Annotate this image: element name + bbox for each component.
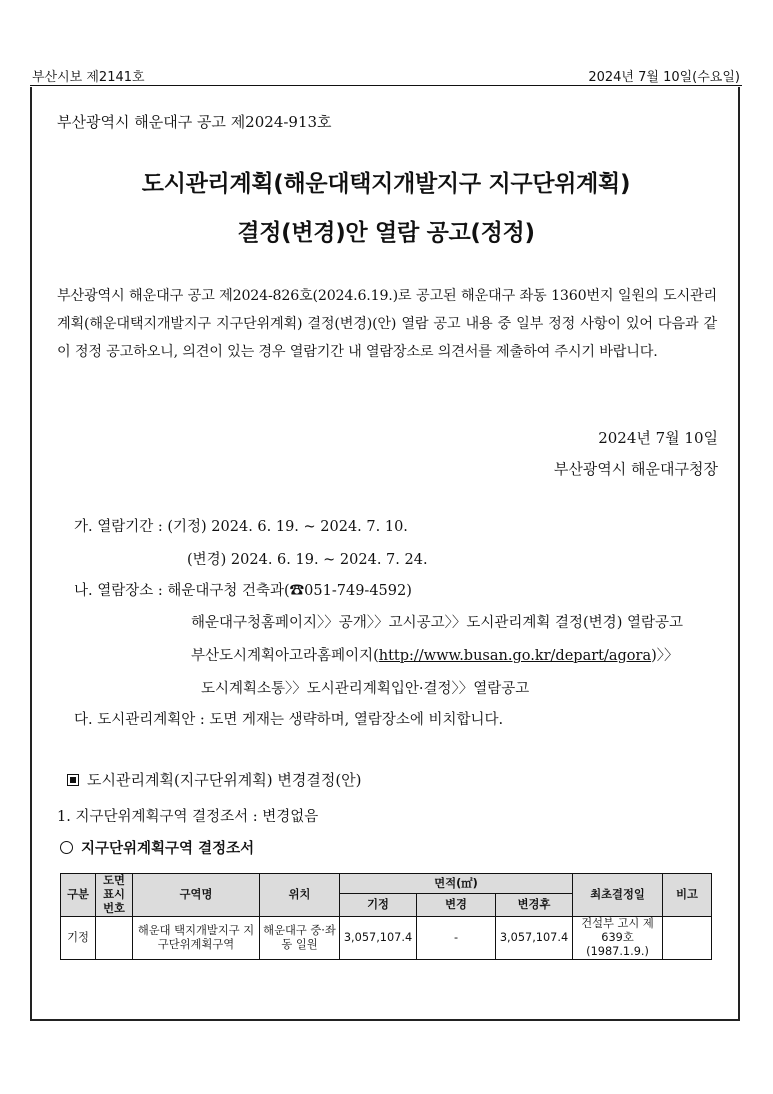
cell-after: 3,057,107.4 (496, 917, 573, 960)
section-heading-text: 도시관리계획(지구단위계획) 변경결정(안) (87, 771, 362, 789)
cell-existing: 3,057,107.4 (340, 917, 417, 960)
notice-number: 부산광역시 해운대구 공고 제2024-913호 (57, 113, 332, 131)
header-divider (30, 85, 742, 86)
place-item: 나. 열람장소 : 해운대구청 건축과(☎051-749-4592) (74, 583, 412, 599)
filled-square-icon (67, 774, 79, 786)
cell-location: 해운대구 중·좌동 일원 (260, 917, 340, 960)
subheading-2-text: 지구단위계획구역 결정조서 (81, 841, 255, 857)
gazette-header (32, 66, 740, 86)
subheading-2 (60, 837, 254, 858)
header-location: 위치 (260, 874, 340, 917)
cell-first-decision: 건설부 고시 제639호 (1987.1.9.) (573, 917, 663, 960)
circle-icon (60, 841, 73, 854)
place-web-path1: 해운대구청홈페이지〉〉공개〉〉고시공고〉〉도시관리계획 결정(변경) 열람공고 (191, 615, 683, 631)
cell-change: - (417, 917, 496, 960)
notice-issuer: 부산광역시 해운대구청장 (553, 460, 718, 478)
place-web2-suffix: )〉〉 (651, 648, 679, 664)
notice-title-line1: 도시관리계획(해운대택지개발지구 지구단위계획) (141, 171, 631, 197)
header-remarks: 비고 (663, 874, 712, 917)
header-drawing-no: 도면표시번호 (96, 874, 133, 917)
period-item: 가. 열람기간 : (기정) 2024. 6. 19. ~ 2024. 7. 10. (74, 519, 408, 535)
period-changed: (변경) 2024. 6. 19. ~ 2024. 7. 24. (187, 552, 428, 568)
gazette-issue: 부산시보 제2141호 (32, 70, 145, 85)
notice-date: 2024년 7월 10일 (598, 429, 718, 447)
place-web2-prefix: 부산도시계획아고라홈페이지( (191, 648, 379, 664)
header-zone-name: 구역명 (133, 874, 260, 917)
header-area: 면적(㎡) (340, 874, 573, 894)
subheading-1: 1. 지구단위계획구역 결정조서 : 변경없음 (57, 809, 319, 825)
header-after: 변경후 (496, 894, 573, 917)
cell-division: 기정 (61, 917, 96, 960)
header-change: 변경 (417, 894, 496, 917)
header-first-decision: 최초결정일 (573, 874, 663, 917)
decision-table (60, 873, 712, 960)
table-row (61, 917, 712, 960)
cell-remarks (663, 917, 712, 960)
notice-body: 부산광역시 해운대구 공고 제2024-826호(2024.6.19.)로 공고된 해운대구 좌동 1360번지 일원의 도시관리계획(해운대택지개발지구 지구단위계획) 결정(변경)(안) 열람 공고 내용 중 일부 정정 사항이 있어 다음과 같이 정정 공고하오니, 의견이 있는 경우 열람기간 내 열람장소로 의견서를 제출하여 주시기 바랍니다. (57, 288, 717, 360)
agora-link[interactable]: http://www.busan.go.kr/depart/agora (378, 648, 652, 664)
header-division: 구분 (61, 874, 96, 917)
plan-note: 다. 도시관리계획안 : 도면 게재는 생략하며, 열람장소에 비치합니다. (74, 712, 504, 728)
header-existing: 기정 (340, 894, 417, 917)
place-web-path2 (191, 644, 679, 665)
table-header-row (61, 874, 712, 894)
cell-drawing-no (96, 917, 133, 960)
notice-title-line2: 결정(변경)안 열람 공고(정정) (237, 220, 535, 246)
section-heading (67, 769, 362, 790)
gazette-date: 2024년 7월 10일(수요일) (588, 70, 740, 85)
place-web-path3: 도시계획소통〉〉도시관리계획입안·결정〉〉열람공고 (201, 681, 530, 697)
cell-zone-name: 해운대 택지개발지구 지구단위계획구역 (133, 917, 260, 960)
